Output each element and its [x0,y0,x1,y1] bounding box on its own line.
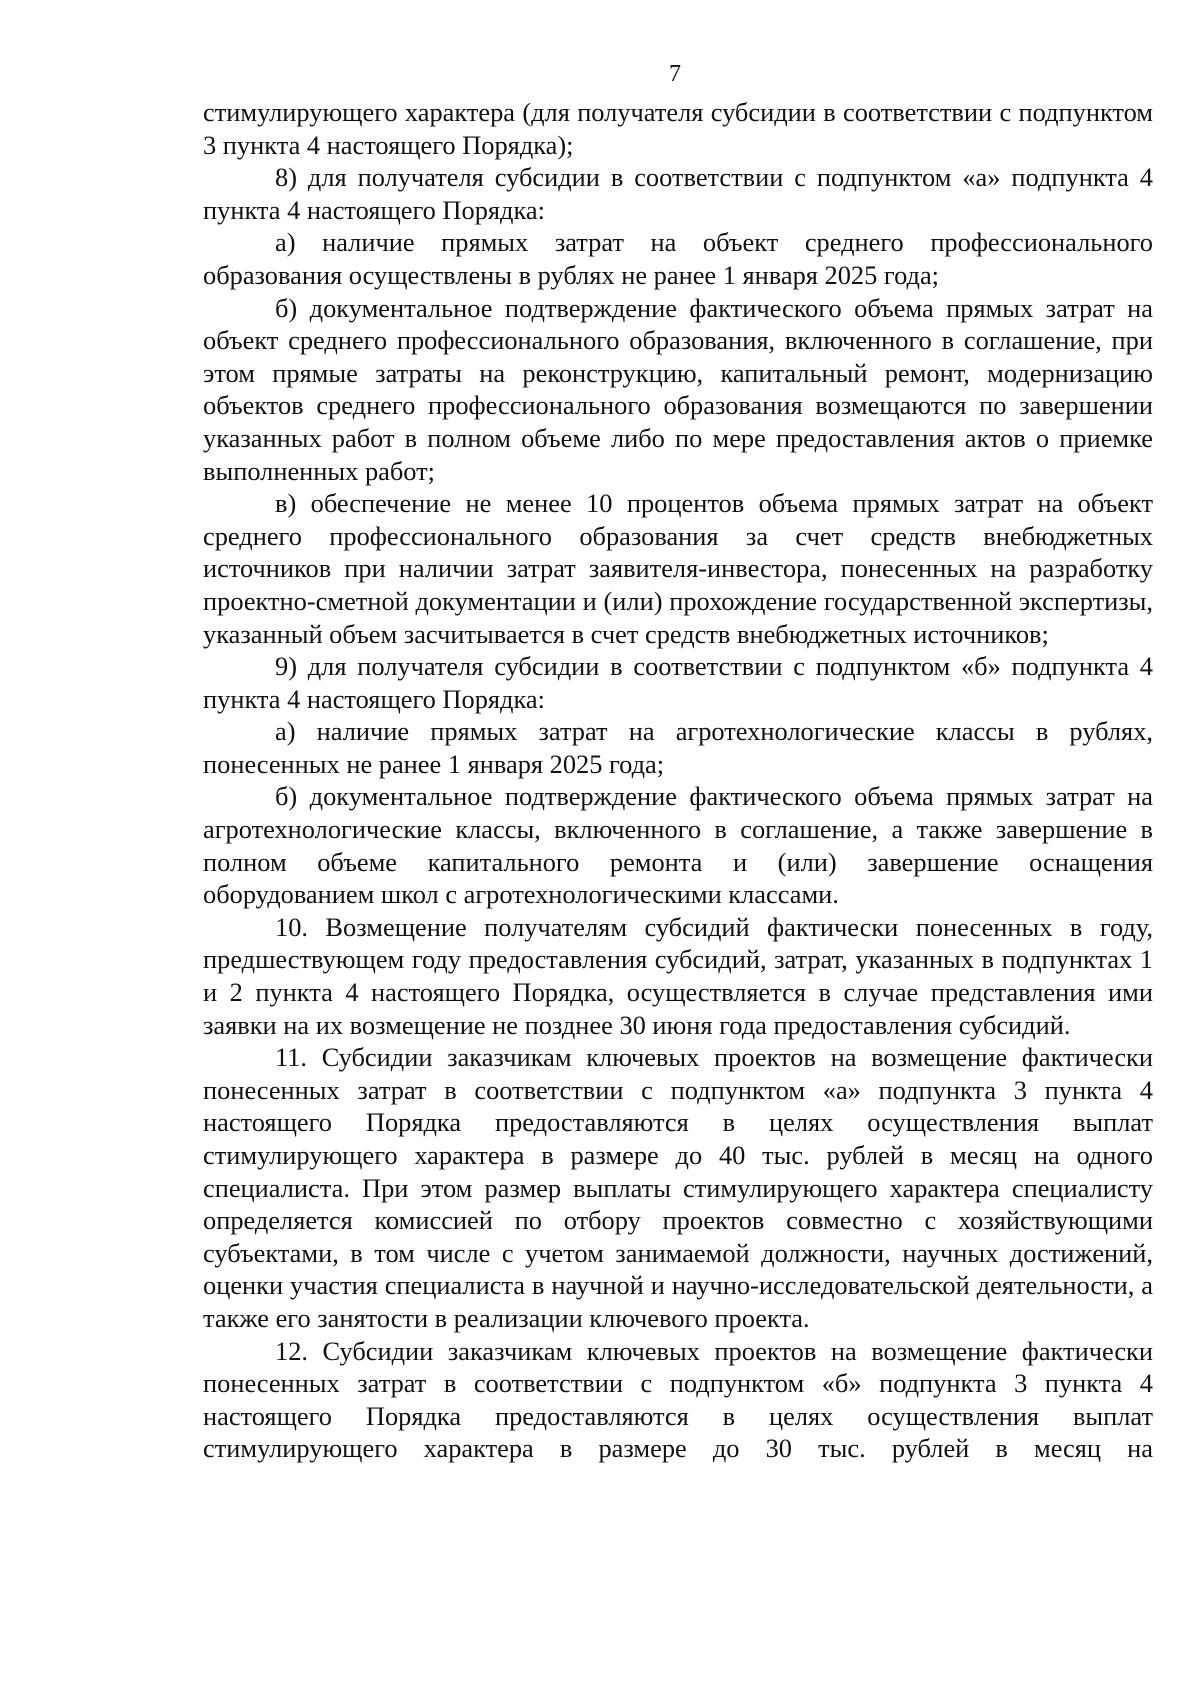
paragraph-section-11: 11. Субсидии заказчикам ключевых проектов на возмещение фактически понесенных затрат в соответствии с подпунктом «а» подпункта 3 пункта 4 настоящего Порядка предоставляются в целях осуществления выплат стимулирующего характера в размере до 40 тыс. рублей в месяц на одного специалиста. При этом размер выплаты стимулирующего характера специалисту определяется комиссией по отбору проектов совместно с хозяйствующими субъектами, в том числе с учетом занимаемой должности, научных достижений, оценки участия специалиста в научной и научно-исследовательской деятельности, а также его занятости в реализации ключевого проекта. [203,1042,1153,1333]
page-number: 7 [669,61,681,87]
paragraph-item-8b: б) документальное подтверждение фактического объема прямых затрат на объект среднего профессионального образования, включенного в соглашение, при этом прямые затраты на реконструкцию, капитальный ремонт, модернизацию объектов среднего профессионального образования возмещаются по завершении указанных работ в полном объеме либо по мере предоставления актов о приемке выполненных работ; [203,292,1153,486]
paragraph-item-8a: а) наличие прямых затрат на объект среднего профессионального образования осуществлены в рублях не ранее 1 января 2025 года; [203,227,1153,290]
paragraph-item-9a: а) наличие прямых затрат на агротехнологические классы в рублях, понесенных не ранее 1 января 2025 года; [203,716,1153,779]
paragraph-item-9: 9) для получателя субсидии в соответствии с подпунктом «б» подпункта 4 пункта 4 настоящего Порядка: [203,651,1153,714]
paragraph-item-8: 8) для получателя субсидии в соответствии с подпунктом «а» подпункта 4 пункта 4 настоящего Порядка: [203,162,1153,225]
paragraph-item-9b: б) документальное подтверждение фактического объема прямых затрат на агротехнологические классы, включенного в соглашение, а также завершение в полном объеме капитального ремонта и (или) завершение оснащения оборудованием школ с агротехнологическими классами. [203,781,1153,910]
paragraph-continuation: стимулирующего характера (для получателя субсидии в соответствии с подпунктом 3 пункта 4 настоящего Порядка); [203,97,1153,160]
paragraph-item-8v: в) обеспечение не менее 10 процентов объема прямых затрат на объект среднего профессионального образования за счет средств внебюджетных источников при наличии затрат заявителя-инвестора, понесенных на разработку проектно-сметной документации и (или) прохождение государственной экспертизы, указанный объем засчитывается в счет средств внебюджетных источников; [203,488,1153,649]
document-body [203,96,1153,1465]
paragraph-section-12: 12. Субсидии заказчикам ключевых проектов на возмещение фактически понесенных затрат в соответствии с подпунктом «б» подпункта 3 пункта 4 настоящего Порядка предоставляются в целях осуществления выплат стимулирующего характера в размере до 30 тыс. рублей в месяц на [203,1335,1153,1464]
paragraph-section-10: 10. Возмещение получателям субсидий фактически понесенных в году, предшествующем году предоставления субсидий, затрат, указанных в подпунктах 1 и 2 пункта 4 настоящего Порядка, осуществляется в случае представления ими заявки на их возмещение не позднее 30 июня года предоставления субсидий. [203,911,1153,1040]
